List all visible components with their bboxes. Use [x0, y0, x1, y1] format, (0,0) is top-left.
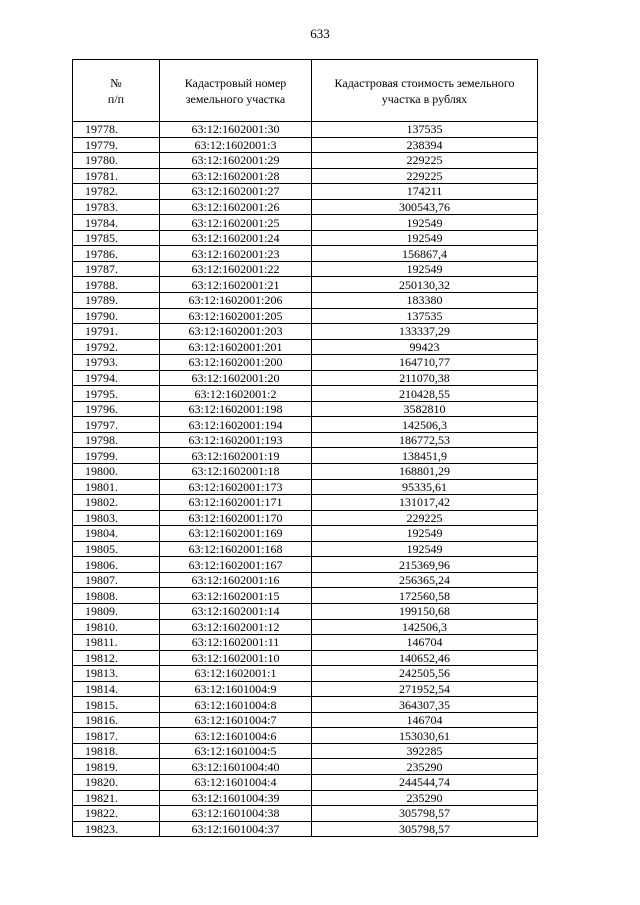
- cadastral-table: [72, 59, 538, 837]
- cadastral-number: 63:12:1602001:16: [160, 572, 312, 588]
- cadastral-number: 63:12:1602001:30: [160, 122, 312, 138]
- row-number: 19786.: [73, 246, 160, 262]
- cadastral-number: 63:12:1602001:29: [160, 153, 312, 169]
- row-number: 19798.: [73, 432, 160, 448]
- cadastral-value: 99423: [312, 339, 538, 355]
- cadastral-value: 3582810: [312, 401, 538, 417]
- cadastral-number: 63:12:1602001:170: [160, 510, 312, 526]
- row-number: 19808.: [73, 588, 160, 604]
- table-row: [73, 448, 538, 464]
- cadastral-number: 63:12:1602001:15: [160, 588, 312, 604]
- table-row: [73, 572, 538, 588]
- row-number: 19804.: [73, 526, 160, 542]
- cadastral-number: 63:12:1602001:206: [160, 293, 312, 309]
- row-number: 19788.: [73, 277, 160, 293]
- cadastral-value: 142506,3: [312, 417, 538, 433]
- table-row: [73, 526, 538, 542]
- row-number: 19813.: [73, 666, 160, 682]
- cadastral-number: 63:12:1602001:193: [160, 432, 312, 448]
- table-row: [73, 821, 538, 837]
- row-number: 19803.: [73, 510, 160, 526]
- cadastral-value: 242505,56: [312, 666, 538, 682]
- cadastral-value: 192549: [312, 541, 538, 557]
- header-value: [312, 60, 538, 122]
- cadastral-number: 63:12:1602001:28: [160, 168, 312, 184]
- cadastral-number: 63:12:1602001:20: [160, 370, 312, 386]
- row-number: 19815.: [73, 697, 160, 713]
- table-row: [73, 759, 538, 775]
- cadastral-value: 229225: [312, 510, 538, 526]
- table-body: [73, 122, 538, 837]
- row-number: 19782.: [73, 184, 160, 200]
- table-row: [73, 666, 538, 682]
- cadastral-value: 235290: [312, 759, 538, 775]
- table-row: [73, 464, 538, 480]
- table-row: [73, 495, 538, 511]
- row-number: 19823.: [73, 821, 160, 837]
- cadastral-number: 63:12:1602001:21: [160, 277, 312, 293]
- header-value-text: Кадастровая стоимость земельного участка в рублях: [334, 75, 515, 106]
- cadastral-number: 63:12:1601004:40: [160, 759, 312, 775]
- table-row: [73, 697, 538, 713]
- row-number: 19817.: [73, 728, 160, 744]
- row-number: 19792.: [73, 339, 160, 355]
- cadastral-value: 133337,29: [312, 324, 538, 340]
- table-row: [73, 386, 538, 402]
- table-row: [73, 541, 538, 557]
- cadastral-value: 250130,32: [312, 277, 538, 293]
- cadastral-value: 256365,24: [312, 572, 538, 588]
- row-number: 19791.: [73, 324, 160, 340]
- cadastral-number: 63:12:1602001:2: [160, 386, 312, 402]
- table-row: [73, 246, 538, 262]
- cadastral-number: 63:12:1602001:25: [160, 215, 312, 231]
- cadastral-value: 364307,35: [312, 697, 538, 713]
- table-row: [73, 774, 538, 790]
- table-row: [73, 153, 538, 169]
- row-number: 19785.: [73, 230, 160, 246]
- header-cadastral: [160, 60, 312, 122]
- table-row: [73, 277, 538, 293]
- cadastral-number: 63:12:1602001:11: [160, 635, 312, 651]
- cadastral-number: 63:12:1602001:26: [160, 199, 312, 215]
- cadastral-value: 271952,54: [312, 681, 538, 697]
- table-row: [73, 230, 538, 246]
- table-row: [73, 215, 538, 231]
- row-number: 19809.: [73, 603, 160, 619]
- table-row: [73, 619, 538, 635]
- row-number: 19795.: [73, 386, 160, 402]
- cadastral-number: 63:12:1602001:18: [160, 464, 312, 480]
- cadastral-value: 192549: [312, 526, 538, 542]
- table-header-row: [73, 60, 538, 122]
- cadastral-value: 156867,4: [312, 246, 538, 262]
- cadastral-value: 95335,61: [312, 479, 538, 495]
- cadastral-value: 199150,68: [312, 603, 538, 619]
- table-row: [73, 712, 538, 728]
- cadastral-number: 63:12:1602001:194: [160, 417, 312, 433]
- cadastral-number: 63:12:1602001:23: [160, 246, 312, 262]
- table-row: [73, 479, 538, 495]
- row-number: 19780.: [73, 153, 160, 169]
- row-number: 19787.: [73, 261, 160, 277]
- header-cadastral-text: Кадастровый номер земельного участка: [184, 75, 287, 106]
- cadastral-value: 210428,55: [312, 386, 538, 402]
- cadastral-value: 183380: [312, 293, 538, 309]
- table-row: [73, 650, 538, 666]
- cadastral-number: 63:12:1601004:6: [160, 728, 312, 744]
- row-number: 19781.: [73, 168, 160, 184]
- cadastral-number: 63:12:1602001:3: [160, 137, 312, 153]
- cadastral-number: 63:12:1601004:4: [160, 774, 312, 790]
- row-number: 19820.: [73, 774, 160, 790]
- row-number: 19807.: [73, 572, 160, 588]
- cadastral-value: 192549: [312, 261, 538, 277]
- row-number: 19779.: [73, 137, 160, 153]
- row-number: 19821.: [73, 790, 160, 806]
- cadastral-value: 229225: [312, 153, 538, 169]
- cadastral-value: 146704: [312, 712, 538, 728]
- table-row: [73, 417, 538, 433]
- cadastral-value: 164710,77: [312, 355, 538, 371]
- row-number: 19810.: [73, 619, 160, 635]
- cadastral-value: 137535: [312, 308, 538, 324]
- cadastral-value: 142506,3: [312, 619, 538, 635]
- cadastral-value: 192549: [312, 215, 538, 231]
- table-row: [73, 635, 538, 651]
- row-number: 19784.: [73, 215, 160, 231]
- table-row: [73, 557, 538, 573]
- cadastral-value: 229225: [312, 168, 538, 184]
- row-number: 19783.: [73, 199, 160, 215]
- cadastral-value: 140652,46: [312, 650, 538, 666]
- row-number: 19801.: [73, 479, 160, 495]
- row-number: 19812.: [73, 650, 160, 666]
- page-number: 633: [310, 26, 330, 41]
- cadastral-number: 63:12:1602001:22: [160, 261, 312, 277]
- table-row: [73, 308, 538, 324]
- cadastral-number: 63:12:1602001:205: [160, 308, 312, 324]
- row-number: 19822.: [73, 806, 160, 822]
- cadastral-number: 63:12:1602001:19: [160, 448, 312, 464]
- cadastral-value: 300543,76: [312, 199, 538, 215]
- row-number: 19790.: [73, 308, 160, 324]
- cadastral-value: 305798,57: [312, 806, 538, 822]
- table-row: [73, 184, 538, 200]
- cadastral-number: 63:12:1602001:200: [160, 355, 312, 371]
- cadastral-value: 146704: [312, 635, 538, 651]
- header-num: [73, 60, 160, 122]
- row-number: 19800.: [73, 464, 160, 480]
- cadastral-number: 63:12:1601004:39: [160, 790, 312, 806]
- cadastral-number: 63:12:1601004:9: [160, 681, 312, 697]
- cadastral-value: 244544,74: [312, 774, 538, 790]
- cadastral-value: 174211: [312, 184, 538, 200]
- cadastral-value: 192549: [312, 230, 538, 246]
- header-num-text: № п/п: [107, 75, 125, 106]
- cadastral-number: 63:12:1602001:12: [160, 619, 312, 635]
- row-number: 19814.: [73, 681, 160, 697]
- row-number: 19819.: [73, 759, 160, 775]
- cadastral-number: 63:12:1601004:8: [160, 697, 312, 713]
- table-row: [73, 790, 538, 806]
- table-row: [73, 122, 538, 138]
- cadastral-value: 305798,57: [312, 821, 538, 837]
- row-number: 19794.: [73, 370, 160, 386]
- cadastral-value: 131017,42: [312, 495, 538, 511]
- row-number: 19818.: [73, 743, 160, 759]
- table-row: [73, 681, 538, 697]
- cadastral-value: 186772,53: [312, 432, 538, 448]
- cadastral-value: 238394: [312, 137, 538, 153]
- table-row: [73, 168, 538, 184]
- cadastral-number: 63:12:1601004:5: [160, 743, 312, 759]
- table-row: [73, 261, 538, 277]
- cadastral-number: 63:12:1602001:168: [160, 541, 312, 557]
- row-number: 19799.: [73, 448, 160, 464]
- table-row: [73, 293, 538, 309]
- cadastral-number: 63:12:1602001:1: [160, 666, 312, 682]
- cadastral-value: 138451,9: [312, 448, 538, 464]
- cadastral-value: 153030,61: [312, 728, 538, 744]
- table-row: [73, 806, 538, 822]
- table-row: [73, 401, 538, 417]
- table-row: [73, 355, 538, 371]
- cadastral-number: 63:12:1602001:201: [160, 339, 312, 355]
- row-number: 19789.: [73, 293, 160, 309]
- cadastral-number: 63:12:1601004:7: [160, 712, 312, 728]
- row-number: 19796.: [73, 401, 160, 417]
- table-row: [73, 588, 538, 604]
- row-number: 19793.: [73, 355, 160, 371]
- table-row: [73, 324, 538, 340]
- cadastral-number: 63:12:1602001:14: [160, 603, 312, 619]
- table-row: [73, 339, 538, 355]
- table-row: [73, 510, 538, 526]
- row-number: 19811.: [73, 635, 160, 651]
- table-row: [73, 370, 538, 386]
- row-number: 19797.: [73, 417, 160, 433]
- table-row: [73, 743, 538, 759]
- table-row: [73, 137, 538, 153]
- cadastral-number: 63:12:1602001:24: [160, 230, 312, 246]
- cadastral-value: 168801,29: [312, 464, 538, 480]
- cadastral-value: 392285: [312, 743, 538, 759]
- table-row: [73, 728, 538, 744]
- cadastral-number: 63:12:1602001:173: [160, 479, 312, 495]
- cadastral-number: 63:12:1602001:27: [160, 184, 312, 200]
- cadastral-value: 235290: [312, 790, 538, 806]
- cadastral-number: 63:12:1601004:37: [160, 821, 312, 837]
- cadastral-number: 63:12:1602001:167: [160, 557, 312, 573]
- cadastral-number: 63:12:1602001:171: [160, 495, 312, 511]
- cadastral-value: 172560,58: [312, 588, 538, 604]
- cadastral-value: 137535: [312, 122, 538, 138]
- row-number: 19816.: [73, 712, 160, 728]
- row-number: 19778.: [73, 122, 160, 138]
- row-number: 19802.: [73, 495, 160, 511]
- cadastral-number: 63:12:1601004:38: [160, 806, 312, 822]
- table-row: [73, 199, 538, 215]
- table-row: [73, 432, 538, 448]
- row-number: 19806.: [73, 557, 160, 573]
- cadastral-number: 63:12:1602001:10: [160, 650, 312, 666]
- cadastral-value: 211070,38: [312, 370, 538, 386]
- cadastral-number: 63:12:1602001:198: [160, 401, 312, 417]
- cadastral-number: 63:12:1602001:169: [160, 526, 312, 542]
- table-row: [73, 603, 538, 619]
- cadastral-value: 215369,96: [312, 557, 538, 573]
- row-number: 19805.: [73, 541, 160, 557]
- cadastral-number: 63:12:1602001:203: [160, 324, 312, 340]
